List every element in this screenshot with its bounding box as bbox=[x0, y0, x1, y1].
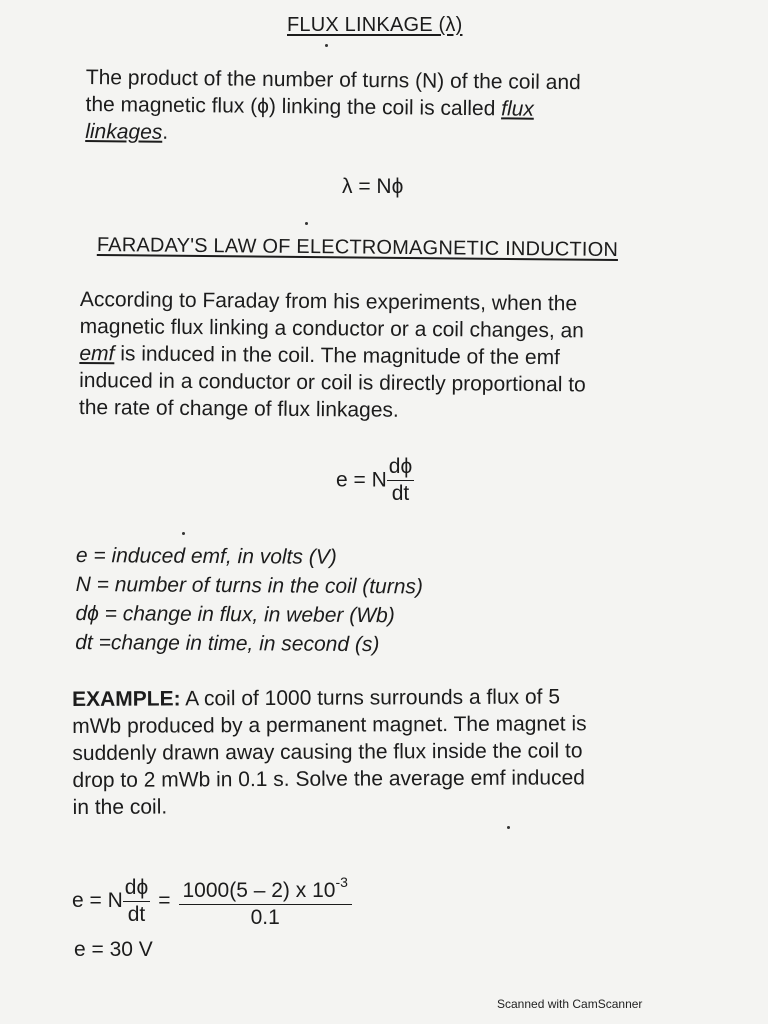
scan-speck bbox=[182, 532, 185, 535]
solution-lhs: e = N bbox=[72, 889, 123, 913]
solution-result: e = 30 V bbox=[74, 938, 153, 961]
formula-lhs: e = N bbox=[336, 468, 387, 492]
paragraph-text: is induced in the coil. The magnitude of the emf bbox=[114, 342, 561, 370]
paragraph-line: magnetic flux linking a conductor or a coil changes, an bbox=[79, 314, 585, 343]
flux-linkage-formula: λ = Nϕ bbox=[342, 175, 404, 198]
linkages-term: linkages bbox=[85, 119, 163, 144]
variable-definitions bbox=[75, 541, 423, 659]
equals-sign: = bbox=[158, 889, 171, 913]
paragraph-line: induced in a conductor or coil is directly proportional to bbox=[79, 368, 586, 397]
example-label: EXAMPLE: bbox=[72, 687, 181, 711]
definition-line: N = number of turns in the coil (turns) bbox=[75, 572, 424, 599]
emf-term: emf bbox=[79, 341, 115, 366]
solution-numerator: dϕ bbox=[123, 876, 150, 902]
formula-fraction bbox=[387, 455, 414, 507]
faraday-paragraph bbox=[79, 286, 700, 426]
flux-linkage-paragraph bbox=[85, 64, 686, 151]
rhs-numerator-text: 1000(5 – 2) x 10 bbox=[182, 879, 336, 902]
definition-line: dϕ = change in flux, in weber (Wb) bbox=[75, 601, 395, 628]
solution-rhs-denominator: 0.1 bbox=[250, 906, 280, 929]
paragraph-line: mWb produced by a permanent magnet. The magnet is bbox=[72, 712, 587, 738]
faraday-heading: FARADAY'S LAW OF ELECTROMAGNETIC INDUCTION bbox=[96, 234, 619, 262]
definition-line: dt =change in time, in second (s) bbox=[75, 630, 380, 657]
scan-speck bbox=[325, 44, 328, 47]
exponent: -3 bbox=[335, 874, 348, 890]
example-problem bbox=[72, 683, 713, 821]
paragraph-line: suddenly drawn away causing the flux inside the coil to bbox=[72, 739, 583, 765]
flux-term: flux bbox=[501, 97, 534, 121]
solution-equation bbox=[72, 872, 352, 931]
paragraph-line bbox=[85, 118, 685, 151]
paragraph-text: the magnetic flux (ϕ) linking the coil is called bbox=[85, 92, 502, 121]
paragraph-line bbox=[72, 683, 712, 713]
solution-rhs-numerator bbox=[179, 872, 352, 905]
scan-speck bbox=[305, 222, 308, 225]
paragraph-line: According to Faraday from his experiments, when the bbox=[79, 287, 578, 316]
formula-denominator: dt bbox=[391, 482, 410, 505]
faraday-formula bbox=[336, 455, 414, 507]
formula-numerator: dϕ bbox=[387, 455, 414, 481]
period: . bbox=[162, 120, 169, 144]
definition-line: e = induced emf, in volts (V) bbox=[75, 543, 337, 569]
paragraph-line: the rate of change of flux linkages. bbox=[78, 395, 399, 422]
scanner-watermark: Scanned with CamScanner bbox=[497, 997, 643, 1011]
paragraph-line: in the coil. bbox=[72, 795, 168, 819]
paragraph-line: The product of the number of turns (N) of the coil and bbox=[85, 65, 581, 95]
solution-fraction bbox=[123, 876, 150, 928]
paragraph-line: drop to 2 mWb in 0.1 s. Solve the average emf induced bbox=[72, 766, 586, 792]
flux-linkage-heading: FLUX LINKAGE (λ) bbox=[287, 14, 463, 36]
solution-denominator: dt bbox=[127, 902, 146, 926]
solution-rhs-fraction bbox=[179, 872, 352, 931]
paragraph-text: A coil of 1000 turns surrounds a flux of 5 bbox=[180, 685, 561, 711]
scan-speck bbox=[507, 826, 510, 829]
